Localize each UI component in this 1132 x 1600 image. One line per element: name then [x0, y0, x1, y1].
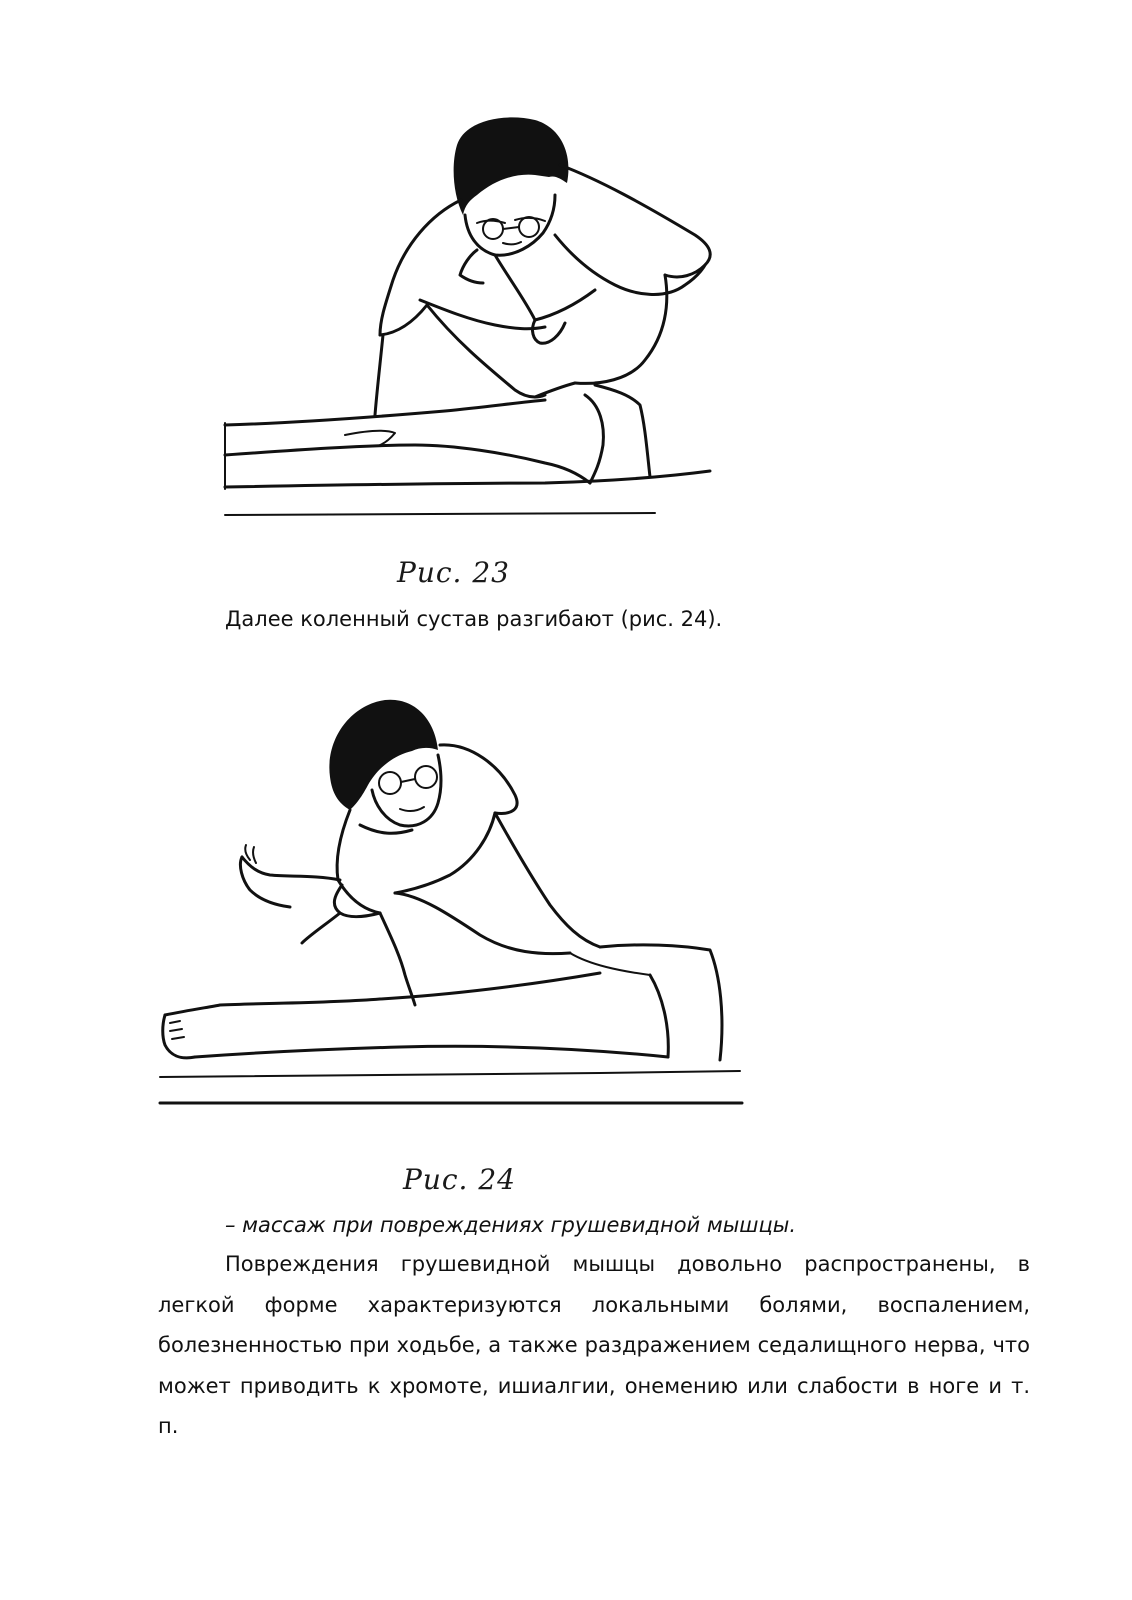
- section-heading: – массаж при повреждениях грушевидной мышцы.: [225, 1213, 797, 1237]
- paragraph-fig23-followup: Далее коленный сустав разгибают (рис. 24).: [225, 607, 723, 631]
- massage-knee-extension-illustration-icon: [150, 685, 750, 1115]
- figure-24-illustration: [150, 685, 750, 1115]
- massage-knee-flexion-illustration-icon: [215, 105, 725, 525]
- figure-23-caption: Рис. 23: [397, 556, 510, 589]
- figure-23-illustration: [215, 105, 725, 525]
- figure-24-caption: Рис. 24: [403, 1163, 516, 1196]
- body-paragraph: Повреждения грушевидной мышцы довольно распространены, в легкой форме характеризуются локальными болями, воспалением, болезненностью при ходьбе, а также раздражением седалищного нерва, что может приводить к хромоте, ишиалгии, онемению или слабости в ноге и т. п.: [158, 1252, 1030, 1438]
